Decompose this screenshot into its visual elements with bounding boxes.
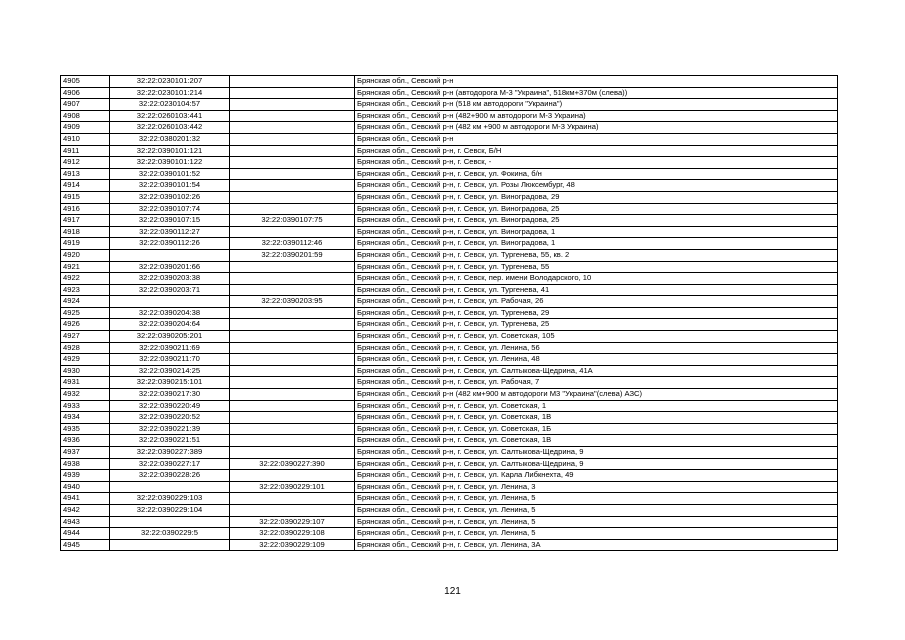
table-row	[61, 145, 838, 157]
linked-cadastral-number-cell: 32:22:0390112:46	[230, 238, 355, 250]
cadastral-number-cell: 32:22:0390107:15	[110, 215, 230, 227]
address-cell: Брянская обл., Севский р-н, г. Севск, ул. Виноградова, 25	[355, 215, 838, 227]
linked-cadastral-number-cell	[230, 261, 355, 273]
row-number-cell: 4918	[61, 226, 110, 238]
cadastral-number-cell: 32:22:0230104:57	[110, 99, 230, 111]
linked-cadastral-number-cell	[230, 354, 355, 366]
address-cell: Брянская обл., Севский р-н (автодорога М-3 "Украина", 518км+370м (слева))	[355, 87, 838, 99]
cadastral-number-cell: 32:22:0390203:71	[110, 284, 230, 296]
row-number-cell: 4937	[61, 447, 110, 459]
row-number-cell: 4909	[61, 122, 110, 134]
linked-cadastral-number-cell	[230, 412, 355, 424]
table-row	[61, 447, 838, 459]
address-cell: Брянская обл., Севский р-н, г. Севск, ул. Фокина, б/н	[355, 168, 838, 180]
address-cell: Брянская обл., Севский р-н (518 км автодороги "Украина")	[355, 99, 838, 111]
cadastral-number-cell: 32:22:0390101:54	[110, 180, 230, 192]
row-number-cell: 4938	[61, 458, 110, 470]
table-row	[61, 493, 838, 505]
table-row	[61, 296, 838, 308]
cadastral-number-cell: 32:22:0390220:52	[110, 412, 230, 424]
table-row	[61, 528, 838, 540]
linked-cadastral-number-cell	[230, 307, 355, 319]
linked-cadastral-number-cell: 32:22:0390107:75	[230, 215, 355, 227]
table-row	[61, 273, 838, 285]
row-number-cell: 4927	[61, 331, 110, 343]
address-cell: Брянская обл., Севский р-н (482 км+900 м автодороги М3 "Украина"(слева) АЗС)	[355, 389, 838, 401]
address-cell: Брянская обл., Севский р-н, г. Севск, ул. Ленина, 5	[355, 516, 838, 528]
row-number-cell: 4922	[61, 273, 110, 285]
table-row	[61, 539, 838, 551]
linked-cadastral-number-cell	[230, 470, 355, 482]
linked-cadastral-number-cell	[230, 191, 355, 203]
address-cell: Брянская обл., Севский р-н, г. Севск, Б/Н	[355, 145, 838, 157]
row-number-cell: 4940	[61, 481, 110, 493]
address-cell: Брянская обл., Севский р-н, г. Севск, пер. имени Володарского, 10	[355, 273, 838, 285]
linked-cadastral-number-cell	[230, 365, 355, 377]
cadastral-number-cell: 32:22:0390227:389	[110, 447, 230, 459]
linked-cadastral-number-cell	[230, 180, 355, 192]
linked-cadastral-number-cell: 32:22:0390227:390	[230, 458, 355, 470]
address-cell: Брянская обл., Севский р-н, г. Севск, ул. Рабочая, 7	[355, 377, 838, 389]
cadastral-number-cell: 32:22:0390101:122	[110, 157, 230, 169]
address-cell: Брянская обл., Севский р-н (482+900 м автодороги М-3 Украина)	[355, 110, 838, 122]
linked-cadastral-number-cell	[230, 342, 355, 354]
table-row	[61, 249, 838, 261]
row-number-cell: 4920	[61, 249, 110, 261]
linked-cadastral-number-cell	[230, 493, 355, 505]
linked-cadastral-number-cell	[230, 145, 355, 157]
address-cell: Брянская обл., Севский р-н	[355, 76, 838, 88]
address-cell: Брянская обл., Севский р-н, г. Севск, ул. Советская, 1	[355, 400, 838, 412]
linked-cadastral-number-cell	[230, 157, 355, 169]
cadastral-number-cell: 32:22:0380201:32	[110, 133, 230, 145]
table-row	[61, 238, 838, 250]
linked-cadastral-number-cell	[230, 273, 355, 285]
cadastral-number-cell: 32:22:0390214:25	[110, 365, 230, 377]
row-number-cell: 4905	[61, 76, 110, 88]
table-row	[61, 400, 838, 412]
table-row	[61, 99, 838, 111]
cadastral-number-cell: 32:22:0390211:70	[110, 354, 230, 366]
linked-cadastral-number-cell	[230, 447, 355, 459]
linked-cadastral-number-cell	[230, 331, 355, 343]
linked-cadastral-number-cell	[230, 203, 355, 215]
address-cell: Брянская обл., Севский р-н, г. Севск, ул. Рабочая, 26	[355, 296, 838, 308]
address-cell: Брянская обл., Севский р-н, г. Севск, ул. Ленина, 56	[355, 342, 838, 354]
row-number-cell: 4945	[61, 539, 110, 551]
address-cell: Брянская обл., Севский р-н, г. Севск, ул. Тургенева, 55, кв. 2	[355, 249, 838, 261]
linked-cadastral-number-cell	[230, 99, 355, 111]
row-number-cell: 4934	[61, 412, 110, 424]
row-number-cell: 4919	[61, 238, 110, 250]
page-number: 121	[444, 586, 461, 597]
cadastral-number-cell	[110, 481, 230, 493]
table-row	[61, 423, 838, 435]
table-row	[61, 157, 838, 169]
cadastral-number-cell: 32:22:0390101:121	[110, 145, 230, 157]
cadastral-number-cell: 32:22:0390101:52	[110, 168, 230, 180]
address-cell: Брянская обл., Севский р-н, г. Севск, ул. Тургенева, 55	[355, 261, 838, 273]
cadastral-number-cell: 32:22:0260103:441	[110, 110, 230, 122]
cadastral-number-cell: 32:22:0390204:38	[110, 307, 230, 319]
row-number-cell: 4941	[61, 493, 110, 505]
cadastral-number-cell: 32:22:0390203:38	[110, 273, 230, 285]
cadastral-number-cell: 32:22:0390215:101	[110, 377, 230, 389]
cadastral-number-cell: 32:22:0230101:214	[110, 87, 230, 99]
table-row	[61, 354, 838, 366]
row-number-cell: 4926	[61, 319, 110, 331]
table-row	[61, 458, 838, 470]
linked-cadastral-number-cell: 32:22:0390229:109	[230, 539, 355, 551]
address-cell: Брянская обл., Севский р-н	[355, 133, 838, 145]
table-row	[61, 110, 838, 122]
address-cell: Брянская обл., Севский р-н, г. Севск, ул. Советская, 1Б	[355, 423, 838, 435]
table-row	[61, 516, 838, 528]
table-row	[61, 284, 838, 296]
cadastral-number-cell: 32:22:0390205:201	[110, 331, 230, 343]
table-row	[61, 215, 838, 227]
table-row	[61, 504, 838, 516]
table-row	[61, 365, 838, 377]
row-number-cell: 4906	[61, 87, 110, 99]
cadastral-number-cell: 32:22:0390229:103	[110, 493, 230, 505]
linked-cadastral-number-cell	[230, 133, 355, 145]
linked-cadastral-number-cell	[230, 226, 355, 238]
address-cell: Брянская обл., Севский р-н, г. Севск, ул. Ленина, 5	[355, 504, 838, 516]
row-number-cell: 4935	[61, 423, 110, 435]
row-number-cell: 4908	[61, 110, 110, 122]
linked-cadastral-number-cell	[230, 87, 355, 99]
row-number-cell: 4917	[61, 215, 110, 227]
cadastral-number-cell: 32:22:0390102:26	[110, 191, 230, 203]
table-row	[61, 76, 838, 88]
table-row	[61, 168, 838, 180]
row-number-cell: 4942	[61, 504, 110, 516]
table-row	[61, 261, 838, 273]
table-row	[61, 481, 838, 493]
cadastral-number-cell: 32:22:0260103:442	[110, 122, 230, 134]
cadastral-number-cell	[110, 516, 230, 528]
row-number-cell: 4910	[61, 133, 110, 145]
table-row	[61, 342, 838, 354]
row-number-cell: 4944	[61, 528, 110, 540]
table-row	[61, 331, 838, 343]
address-cell: Брянская обл., Севский р-н, г. Севск, ул. Советская, 1В	[355, 435, 838, 447]
row-number-cell: 4928	[61, 342, 110, 354]
cadastral-number-cell: 32:22:0390217:30	[110, 389, 230, 401]
linked-cadastral-number-cell	[230, 504, 355, 516]
row-number-cell: 4932	[61, 389, 110, 401]
cadastral-number-cell: 32:22:0390228:26	[110, 470, 230, 482]
address-cell: Брянская обл., Севский р-н, г. Севск, ул. Тургенева, 41	[355, 284, 838, 296]
table-row	[61, 180, 838, 192]
address-cell: Брянская обл., Севский р-н, г. Севск, ул. Салтыкова-Щедрина, 9	[355, 458, 838, 470]
row-number-cell: 4911	[61, 145, 110, 157]
row-number-cell: 4923	[61, 284, 110, 296]
address-cell: Брянская обл., Севский р-н, г. Севск, ул. Советская, 105	[355, 331, 838, 343]
registry-table-body	[61, 76, 838, 551]
cadastral-number-cell: 32:22:0390211:69	[110, 342, 230, 354]
address-cell: Брянская обл., Севский р-н, г. Севск, ул. Ленина, 48	[355, 354, 838, 366]
linked-cadastral-number-cell: 32:22:0390229:107	[230, 516, 355, 528]
table-row	[61, 122, 838, 134]
address-cell: Брянская обл., Севский р-н, г. Севск, ул. Виноградова, 1	[355, 238, 838, 250]
table-row	[61, 226, 838, 238]
address-cell: Брянская обл., Севский р-н, г. Севск, ул. Розы Люксембург, 48	[355, 180, 838, 192]
cadastral-number-cell: 32:22:0390229:104	[110, 504, 230, 516]
linked-cadastral-number-cell	[230, 389, 355, 401]
address-cell: Брянская обл., Севский р-н, г. Севск, ул. Виноградова, 25	[355, 203, 838, 215]
address-cell: Брянская обл., Севский р-н, г. Севск, ул. Салтыкова-Щедрина, 41А	[355, 365, 838, 377]
table-row	[61, 307, 838, 319]
row-number-cell: 4931	[61, 377, 110, 389]
linked-cadastral-number-cell	[230, 76, 355, 88]
row-number-cell: 4943	[61, 516, 110, 528]
row-number-cell: 4913	[61, 168, 110, 180]
row-number-cell: 4914	[61, 180, 110, 192]
row-number-cell: 4916	[61, 203, 110, 215]
cadastral-number-cell: 32:22:0390204:64	[110, 319, 230, 331]
linked-cadastral-number-cell	[230, 122, 355, 134]
cadastral-number-cell: 32:22:0230101:207	[110, 76, 230, 88]
row-number-cell: 4921	[61, 261, 110, 273]
linked-cadastral-number-cell	[230, 400, 355, 412]
linked-cadastral-number-cell	[230, 435, 355, 447]
address-cell: Брянская обл., Севский р-н, г. Севск, ул. Советская, 1В	[355, 412, 838, 424]
cadastral-number-cell: 32:22:0390227:17	[110, 458, 230, 470]
cadastral-number-cell: 32:22:0390220:49	[110, 400, 230, 412]
row-number-cell: 4933	[61, 400, 110, 412]
table-row	[61, 412, 838, 424]
row-number-cell: 4930	[61, 365, 110, 377]
cadastral-number-cell: 32:22:0390221:51	[110, 435, 230, 447]
address-cell: Брянская обл., Севский р-н, г. Севск, ул. Салтыкова-Щедрина, 9	[355, 447, 838, 459]
row-number-cell: 4907	[61, 99, 110, 111]
linked-cadastral-number-cell	[230, 377, 355, 389]
address-cell: Брянская обл., Севский р-н (482 км +900 м автодороги М-3 Украина)	[355, 122, 838, 134]
row-number-cell: 4925	[61, 307, 110, 319]
address-cell: Брянская обл., Севский р-н, г. Севск, ул. Карла Либкнехта, 49	[355, 470, 838, 482]
cadastral-number-cell	[110, 296, 230, 308]
table-row	[61, 389, 838, 401]
row-number-cell: 4924	[61, 296, 110, 308]
table-row	[61, 203, 838, 215]
linked-cadastral-number-cell	[230, 168, 355, 180]
linked-cadastral-number-cell: 32:22:0390201:59	[230, 249, 355, 261]
table-row	[61, 133, 838, 145]
address-cell: Брянская обл., Севский р-н, г. Севск, ул. Ленина, 3А	[355, 539, 838, 551]
linked-cadastral-number-cell	[230, 319, 355, 331]
linked-cadastral-number-cell: 32:22:0390229:101	[230, 481, 355, 493]
linked-cadastral-number-cell: 32:22:0390203:95	[230, 296, 355, 308]
cadastral-number-cell: 32:22:0390221:39	[110, 423, 230, 435]
cadastral-number-cell: 32:22:0390112:27	[110, 226, 230, 238]
table-row	[61, 435, 838, 447]
address-cell: Брянская обл., Севский р-н, г. Севск, ул. Виноградова, 29	[355, 191, 838, 203]
table-row	[61, 191, 838, 203]
row-number-cell: 4912	[61, 157, 110, 169]
address-cell: Брянская обл., Севский р-н, г. Севск, ул. Ленина, 5	[355, 493, 838, 505]
table-row	[61, 319, 838, 331]
cadastral-number-cell: 32:22:0390107:74	[110, 203, 230, 215]
address-cell: Брянская обл., Севский р-н, г. Севск, ул. Ленина, 5	[355, 528, 838, 540]
table-row	[61, 470, 838, 482]
registry-table	[60, 75, 838, 551]
row-number-cell: 4915	[61, 191, 110, 203]
table-row	[61, 377, 838, 389]
row-number-cell: 4929	[61, 354, 110, 366]
cadastral-number-cell: 32:22:0390201:66	[110, 261, 230, 273]
address-cell: Брянская обл., Севский р-н, г. Севск, ул. Тургенева, 25	[355, 319, 838, 331]
linked-cadastral-number-cell: 32:22:0390229:108	[230, 528, 355, 540]
linked-cadastral-number-cell	[230, 110, 355, 122]
address-cell: Брянская обл., Севский р-н, г. Севск, ул. Ленина, 3	[355, 481, 838, 493]
cadastral-number-cell	[110, 539, 230, 551]
address-cell: Брянская обл., Севский р-н, г. Севск, ул. Тургенева, 29	[355, 307, 838, 319]
address-cell: Брянская обл., Севский р-н, г. Севск, -	[355, 157, 838, 169]
linked-cadastral-number-cell	[230, 284, 355, 296]
row-number-cell: 4936	[61, 435, 110, 447]
cadastral-number-cell	[110, 249, 230, 261]
cadastral-number-cell: 32:22:0390229:5	[110, 528, 230, 540]
table-row	[61, 87, 838, 99]
linked-cadastral-number-cell	[230, 423, 355, 435]
cadastral-number-cell: 32:22:0390112:26	[110, 238, 230, 250]
row-number-cell: 4939	[61, 470, 110, 482]
address-cell: Брянская обл., Севский р-н, г. Севск, ул. Виноградова, 1	[355, 226, 838, 238]
